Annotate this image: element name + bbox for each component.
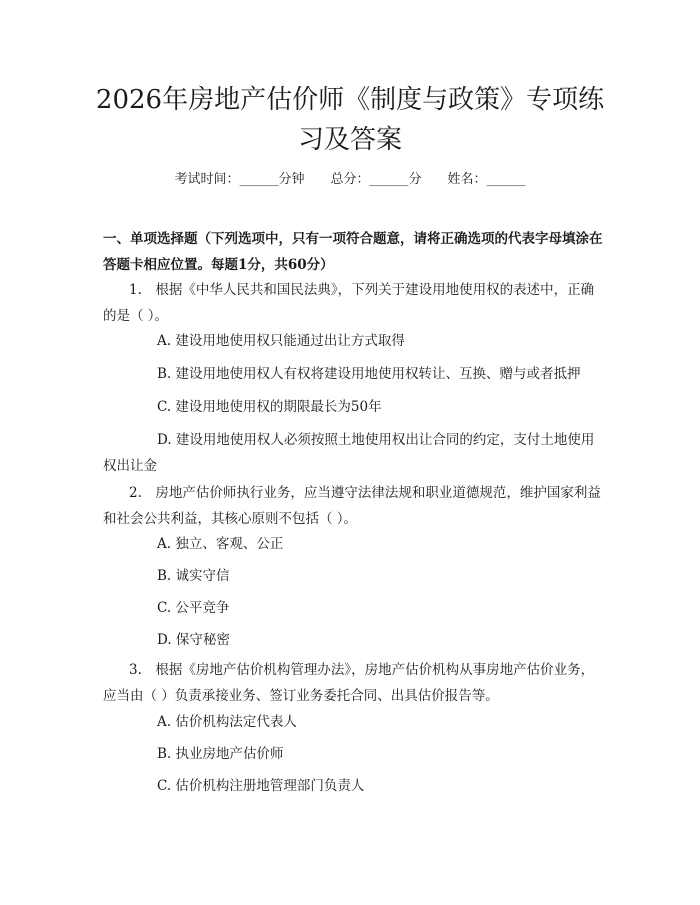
section-heading: 一、单项选择题（下列选项中，只有一项符合题意，请将正确选项的代表字母填涂在答题卡相应位置。每题1分，共60分） [103, 231, 603, 273]
question-1-option-b: B. 建设用地使用权人有权将建设用地使用权转让、互换、赠与或者抵押 [157, 366, 581, 382]
question-3-option-b: B. 执业房地产估价师 [157, 746, 284, 762]
question-1-option-d: D. 建设用地使用权人必须按照土地使用权出让合同的约定，支付土地使用权出让金 [103, 432, 595, 474]
question-2-option-d: D. 保守秘密 [157, 632, 230, 648]
exam-time-field: 考试时间：______分钟 [174, 172, 305, 187]
total-score-field: 总分：______分 [330, 172, 422, 187]
question-1-option-c: C. 建设用地使用权的期限最长为50年 [157, 399, 382, 415]
question-1-option-a: A. 建设用地使用权只能通过出让方式取得 [157, 333, 405, 349]
question-2-option-c: C. 公平竞争 [157, 600, 230, 616]
question-3-option-a: A. 估价机构法定代表人 [157, 714, 297, 730]
question-2-stem: 2. 房地产估价师执行业务，应当遵守法律法规和职业道德规范，维护国家利益和社会公共利益，其核心原则不包括（ ）。 [103, 485, 601, 527]
name-field: 姓名：______ [447, 172, 526, 187]
question-3-stem: 3. 根据《房地产估价机构管理办法》，房地产估价机构从事房地产估价业务，应当由（ ）负责承接业务、签订业务委托合同、出具估价报告等。 [103, 662, 595, 704]
question-3-option-c: C. 估价机构注册地管理部门负责人 [157, 778, 365, 794]
document-title: 2026年房地产估价师《制度与政策》专项练习及答案 [95, 85, 605, 155]
question-2-option-a: A. 独立、客观、公正 [157, 536, 284, 552]
question-2-option-b: B. 诚实守信 [157, 568, 230, 584]
question-1-stem: 1. 根据《中华人民共和国民法典》，下列关于建设用地使用权的表述中，正确的是（ ）。 [103, 282, 595, 324]
exam-info [0, 168, 700, 187]
